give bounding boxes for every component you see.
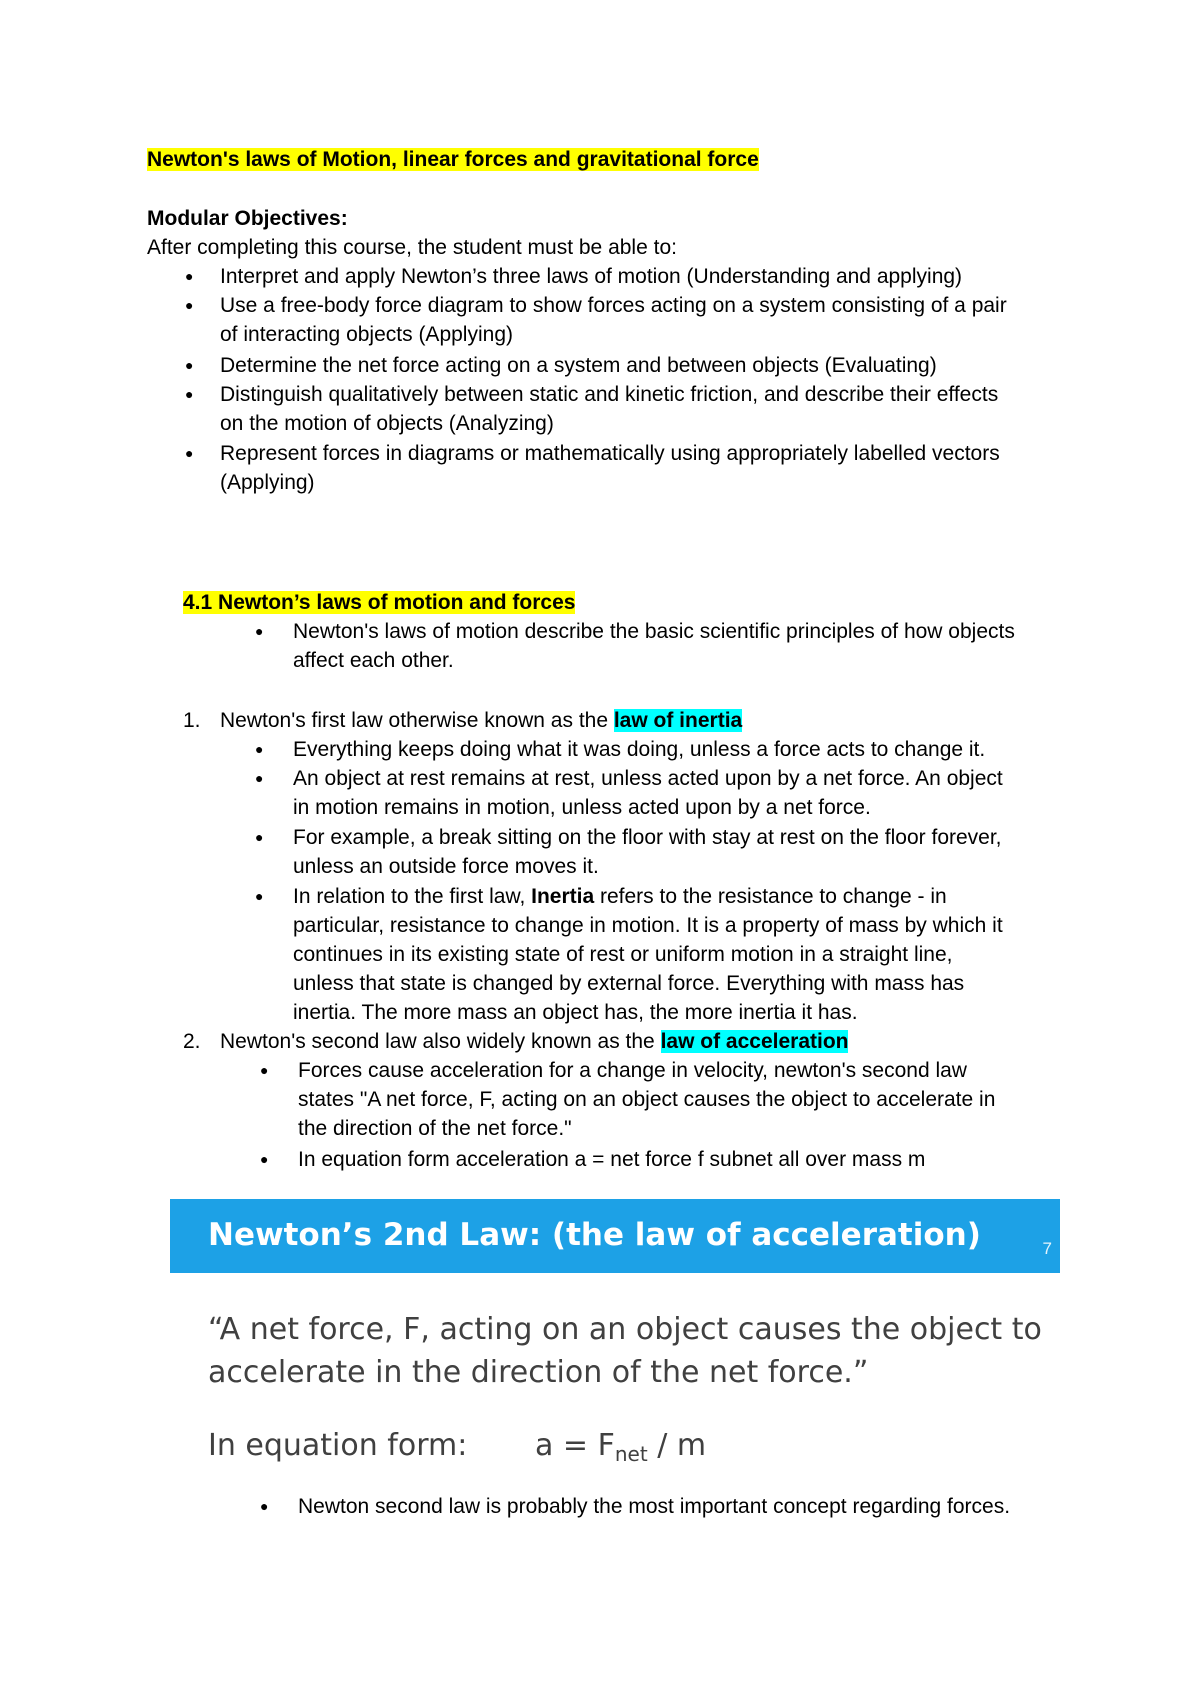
slide-equation: $a = F_{net} / m$ (535, 1428, 707, 1466)
law1-bullet-cont: in motion remains in motion, unless acted upon by a net force. (293, 796, 871, 819)
law1-bullet-cont: unless that state is changed by external force. Everything with mass has (293, 972, 965, 995)
bullet-icon: ● (185, 386, 194, 402)
objectives-heading: Modular Objectives: (147, 207, 348, 230)
bullet-icon: ● (260, 1062, 269, 1078)
bullet-icon: ● (185, 445, 194, 461)
bullet-icon: ● (260, 1498, 269, 1514)
section-heading: 4.1 Newton’s laws of motion and forces (183, 591, 576, 614)
objective-item-cont: of interacting objects (Applying) (220, 323, 513, 346)
bullet-icon: ● (255, 888, 264, 904)
slide-equation-label: In equation form: (208, 1428, 468, 1463)
law1-bullet-cont: particular, resistance to change in motion. It is a property of mass by which it (293, 914, 1003, 937)
objective-item: Use a free-body force diagram to show forces acting on a system consisting of a pair (220, 294, 1007, 317)
bullet-icon: ● (255, 623, 264, 639)
objective-item: Distinguish qualitatively between static and kinetic friction, and describe their effects (220, 383, 999, 406)
slide-page-number: 7 (1042, 1239, 1052, 1258)
objectives-intro: After completing this course, the student must be able to: (147, 236, 677, 259)
slide-title: Newton’s 2nd Law: (the law of acceleration) (208, 1217, 981, 1253)
law2-bullet: Forces cause acceleration for a change in velocity, newton's second law (298, 1059, 967, 1082)
law2-bullet-cont: states "A net force, F, acting on an object causes the object to accelerate in (298, 1088, 996, 1111)
law-of-acceleration-highlight: law of acceleration (660, 1030, 849, 1053)
bullet-icon: ● (255, 770, 264, 786)
law2-heading: Newton's second law also widely known as the law of acceleration (220, 1030, 849, 1053)
law2-bullet-cont: the direction of the net force." (298, 1117, 572, 1140)
objective-item: Interpret and apply Newton’s three laws of motion (Understanding and applying) (220, 265, 963, 288)
slide-quote: “A net force, F, acting on an object causes the object to (208, 1312, 1042, 1347)
objective-item-cont: on the motion of objects (Analyzing) (220, 412, 554, 435)
section-intro: Newton's laws of motion describe the basic scientific principles of how objects (293, 620, 1015, 643)
objective-item: Determine the net force acting on a system and between objects (Evaluating) (220, 354, 937, 377)
law1-bullet-cont: unless an outside force moves it. (293, 855, 599, 878)
objective-item-cont: (Applying) (220, 471, 315, 494)
bullet-icon: ● (185, 268, 194, 284)
document-title: Newton's laws of Motion, linear forces and gravitational force (147, 148, 759, 171)
objective-item: Represent forces in diagrams or mathematically using appropriately labelled vectors (220, 442, 1000, 465)
law-of-inertia-highlight: law of inertia (613, 709, 743, 732)
final-bullet: Newton second law is probably the most important concept regarding forces. (298, 1495, 1011, 1518)
law1-bullet-cont: continues in its existing state of rest or uniform motion in a straight line, (293, 943, 953, 966)
law2-bullet: In equation form acceleration a = net force f subnet all over mass m (298, 1148, 926, 1171)
bullet-icon: ● (185, 297, 194, 313)
section-intro-cont: affect each other. (293, 649, 454, 672)
bullet-icon: ● (185, 357, 194, 373)
law1-heading: Newton's first law otherwise known as the law of inertia (220, 709, 743, 732)
list-number: 1. (183, 709, 201, 732)
law1-bullet-cont: inertia. The more mass an object has, the more inertia it has. (293, 1001, 858, 1024)
law1-bullet: In relation to the first law, Inertia refers to the resistance to change - in (293, 885, 947, 908)
law1-bullet: An object at rest remains at rest, unless acted upon by a net force. An object (293, 767, 1003, 790)
bullet-icon: ● (255, 829, 264, 845)
list-number: 2. (183, 1030, 201, 1053)
law1-bullet: Everything keeps doing what it was doing, unless a force acts to change it. (293, 738, 986, 761)
inertia-term: Inertia (531, 885, 595, 908)
slide-title-bar (170, 1199, 1060, 1273)
bullet-icon: ● (260, 1151, 269, 1167)
bullet-icon: ● (255, 741, 264, 757)
law1-bullet: For example, a break sitting on the floor with stay at rest on the floor forever, (293, 826, 1002, 849)
slide-quote-cont: accelerate in the direction of the net force.” (208, 1355, 869, 1390)
